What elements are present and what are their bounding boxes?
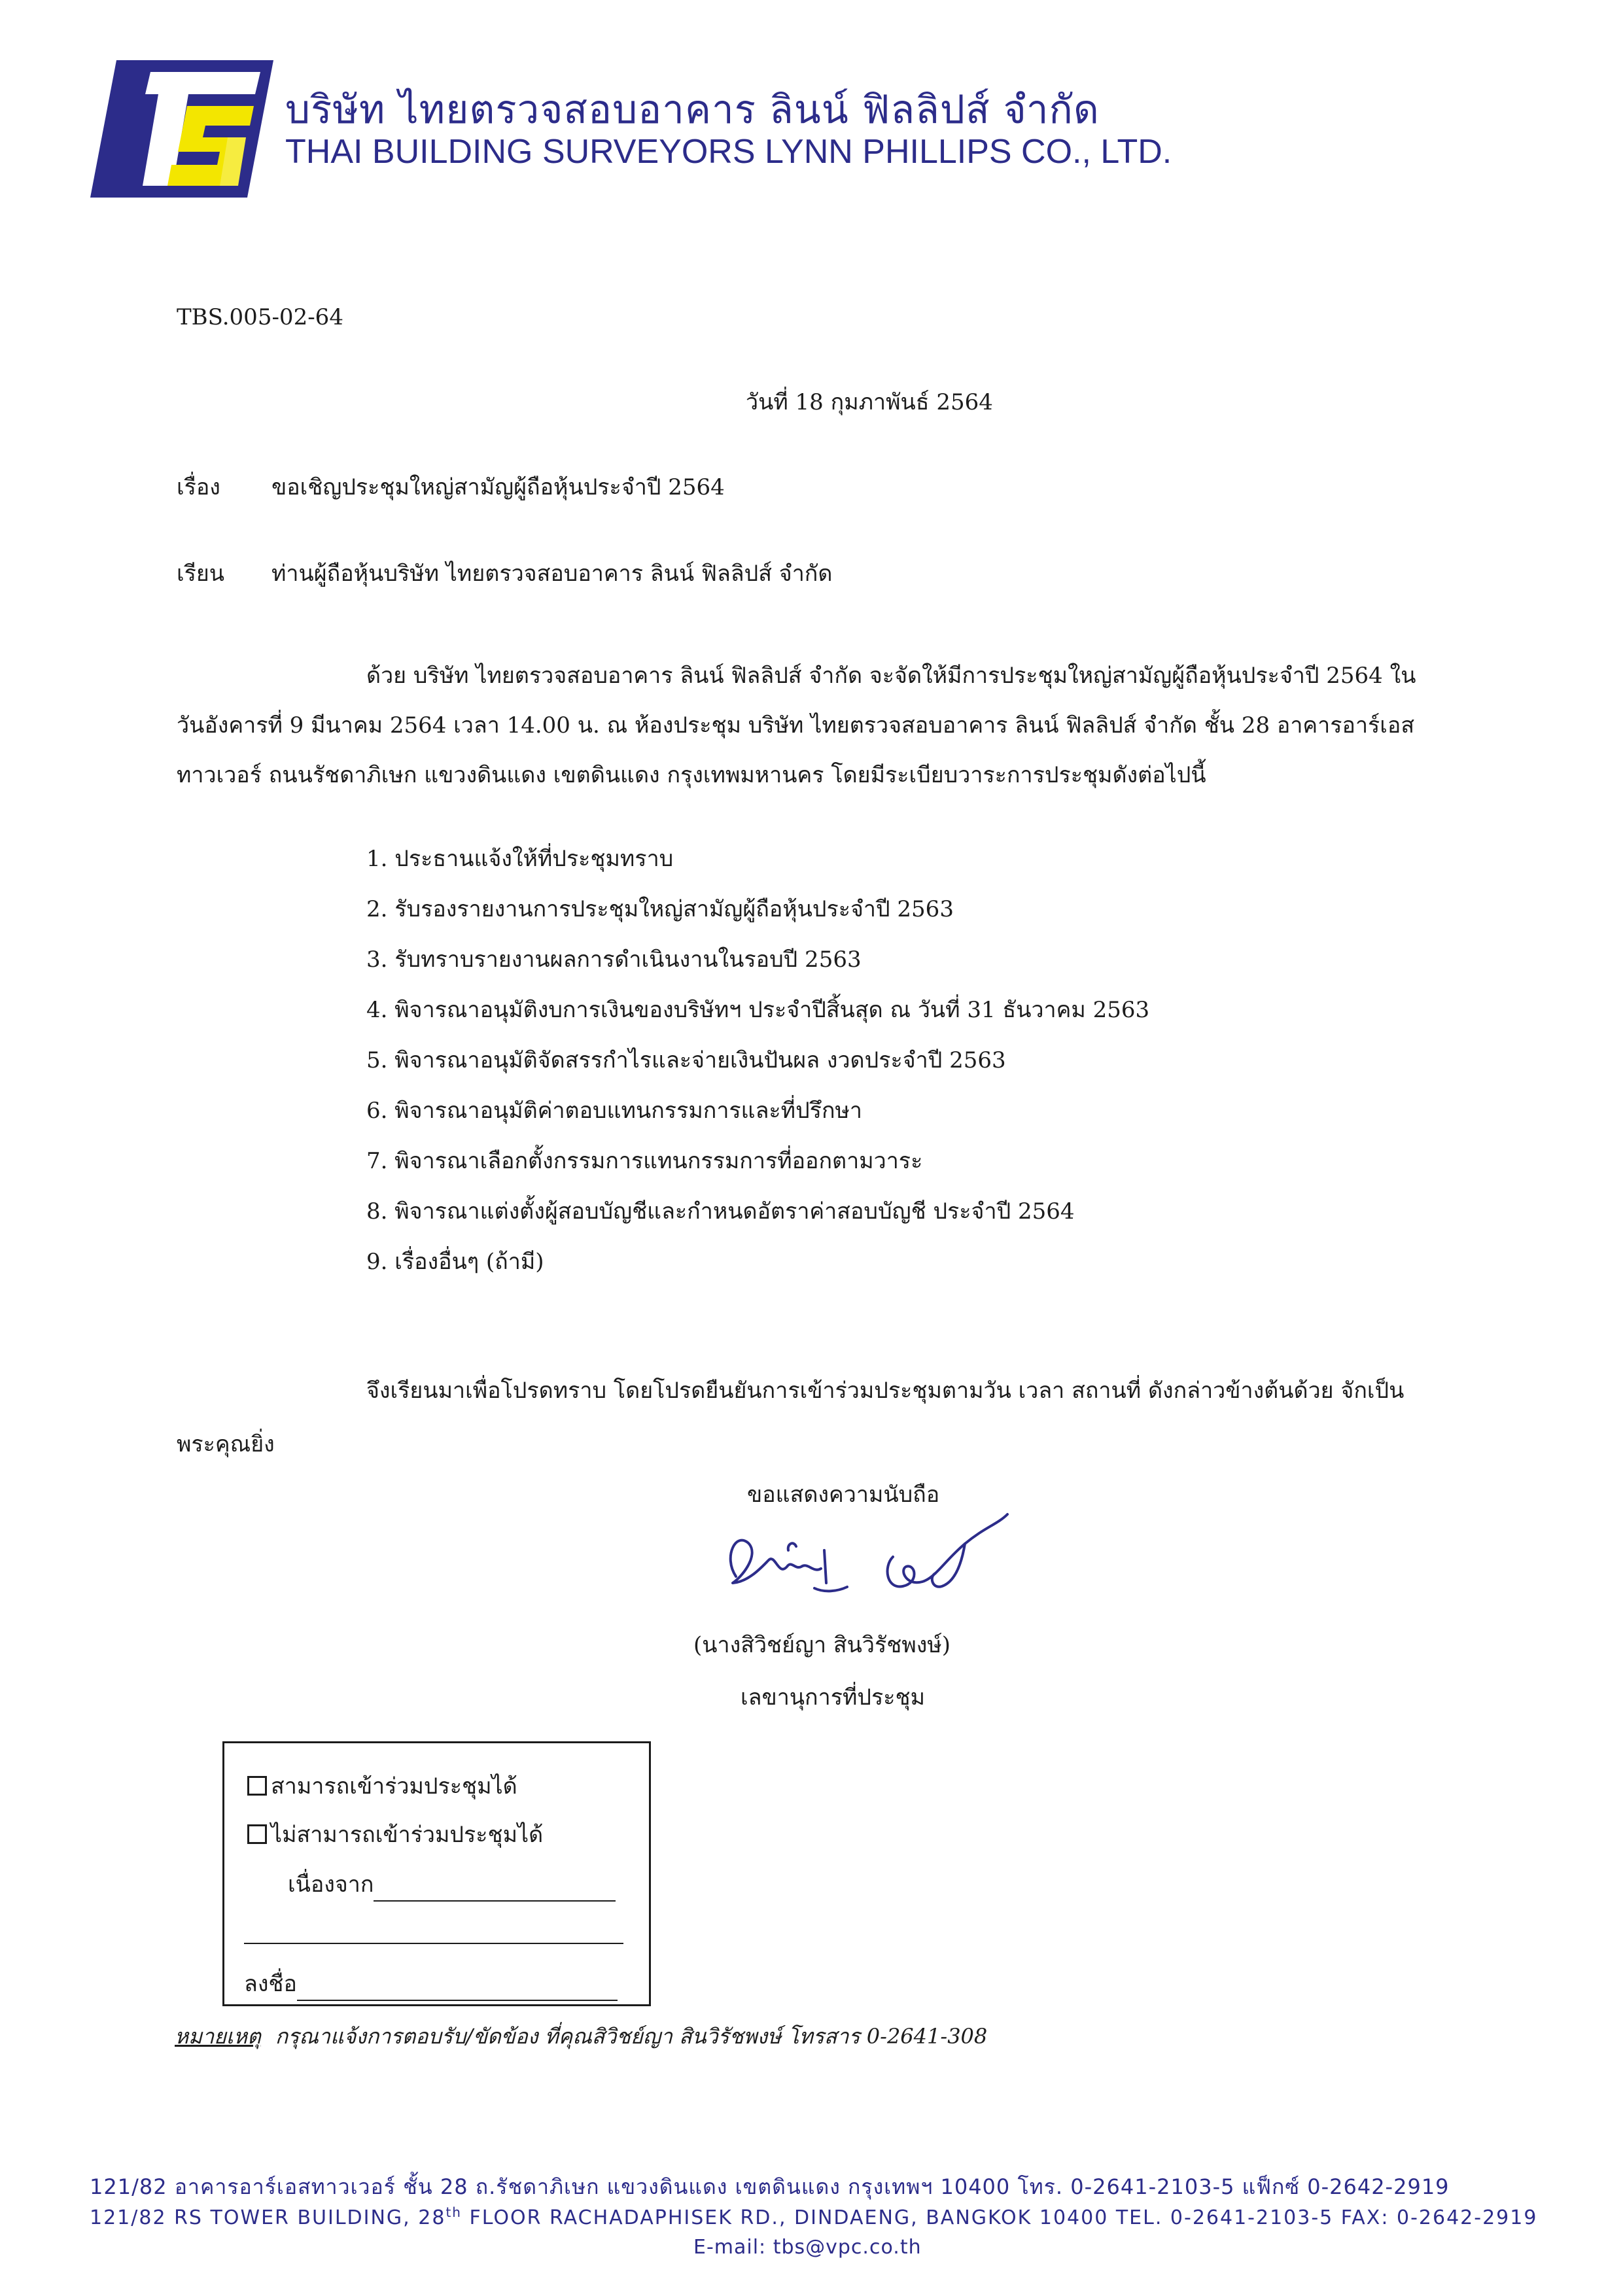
absent-checkbox[interactable] — [247, 1824, 267, 1844]
signature-image — [710, 1505, 1024, 1616]
footer-address-english — [90, 2204, 1537, 2229]
body-paragraph — [177, 651, 1433, 800]
sign-field[interactable] — [297, 1977, 618, 2001]
attend-option[interactable] — [247, 1768, 517, 1803]
closing-paragraph — [177, 1364, 1452, 1471]
agenda-list — [366, 834, 1149, 1287]
agenda-item: 7. พิจารณาเลือกตั้งกรรมการแทนกรรมการที่ออกตามวาระ — [366, 1148, 923, 1174]
note-label: หมายเหตุ — [175, 2024, 261, 2049]
agenda-item: 2. รับรองรายงานการประชุมใหญ่สามัญผู้ถือหุ้นประจำปี 2563 — [366, 896, 954, 922]
reply-form — [222, 1741, 651, 2006]
agenda-item: 6. พิจารณาอนุมัติค่าตอบแทนกรรมการและที่ปรึกษา — [366, 1098, 863, 1124]
to-label: เรียน — [177, 561, 225, 587]
to-text: ท่านผู้ถือหุ้นบริษัท ไทยตรวจสอบอาคาร ลินน์ ฟิลลิปส์ จำกัด — [271, 561, 833, 587]
footer-address-thai: 121/82 อาคารอาร์เอสทาวเวอร์ ชั้น 28 ถ.รัชดาภิเษก แขวงดินแดง เขตดินแดง กรุงเทพฯ 10400 โทร. 0-2641-2103-5 แฟ็กซ์ 0-2642-2919 — [90, 2174, 1450, 2199]
footer-email[interactable]: E-mail: tbs@vpc.co.th — [693, 2236, 922, 2259]
reason-row — [288, 1866, 616, 1902]
agenda-item: 4. พิจารณาอนุมัติงบการเงินของบริษัทฯ ประจำปีสิ้นสุด ณ วันที่ 31 ธันวาคม 2563 — [366, 997, 1150, 1023]
reason-field[interactable] — [374, 1878, 616, 1902]
regards-text: ขอแสดงความนับถือ — [747, 1482, 940, 1508]
agenda-item: 8. พิจารณาแต่งตั้งผู้สอบบัญชีและกำหนดอัตราค่าสอบบัญชี ประจำปี 2564 — [366, 1198, 1075, 1225]
agenda-item: 5. พิจารณาอนุมัติจัดสรรกำไรและจ่ายเงินปันผล งวดประจำปี 2563 — [366, 1047, 1006, 1073]
company-name-thai: บริษัท ไทยตรวจสอบอาคาร ลินน์ ฟิลลิปส์ จำกัด — [285, 87, 1100, 133]
agenda-item: 3. รับทราบรายงานผลการดำเนินงานในรอบปี 2563 — [366, 947, 862, 973]
agenda-item: 1. ประธานแจ้งให้ที่ประชุมทราบ — [366, 846, 674, 872]
footer-floor-suffix: th — [445, 2204, 462, 2220]
attend-checkbox[interactable] — [247, 1776, 267, 1796]
note-text: กรุณาแจ้งการตอบรับ/ขัดข้อง ที่คุณสิวิชย์ญา สินวิรัชพงษ์ โทรสาร 0-2641-308 — [275, 2024, 988, 2049]
signer-name: (นางสิวิชย์ญา สินวิรัชพงษ์) — [693, 1632, 951, 1658]
signer-title: เลขานุการที่ประชุม — [741, 1684, 925, 1711]
reason-field-line-2[interactable] — [244, 1943, 623, 1944]
closing-text: จึงเรียนมาเพื่อโปรดทราบ โดยโปรดยืนยันการเข้าร่วมประชุมตามวัน เวลา สถานที่ ดังกล่าวข้างต้นด้วย จักเป็นพระคุณยิ่ง — [177, 1378, 1405, 1457]
letter-date: วันที่ 18 กุมภาพันธ์ 2564 — [746, 389, 993, 415]
sign-label: ลงชื่อ — [244, 1971, 297, 1997]
footer-address-english-part1: 121/82 RS TOWER BUILDING, 28 — [90, 2206, 446, 2229]
attend-option-label: สามารถเข้าร่วมประชุมได้ — [271, 1773, 517, 1800]
absent-option[interactable] — [247, 1817, 543, 1852]
note — [175, 2020, 987, 2053]
reason-label: เนื่องจาก — [288, 1871, 374, 1898]
agenda-item: 9. เรื่องอื่นๆ (ถ้ามี) — [366, 1249, 544, 1275]
footer-address-english-part2: FLOOR RACHADAPHISEK RD., DINDAENG, BANGKOK 10400 TEL. 0-2641-2103-5 FAX: 0-2642-2919 — [461, 2206, 1538, 2229]
company-logo — [90, 60, 273, 198]
subject-text: ขอเชิญประชุมใหญ่สามัญผู้ถือหุ้นประจำปี 2564 — [271, 474, 725, 500]
subject-label: เรื่อง — [177, 474, 220, 500]
company-name-english: THAI BUILDING SURVEYORS LYNN PHILLIPS CO., LTD. — [285, 133, 1172, 171]
reference-number: TBS.005-02-64 — [177, 304, 343, 330]
absent-option-label: ไม่สามารถเข้าร่วมประชุมได้ — [271, 1822, 544, 1848]
sign-row — [244, 1966, 618, 2001]
body-text: ด้วย บริษัท ไทยตรวจสอบอาคาร ลินน์ ฟิลลิปส์ จำกัด จะจัดให้มีการประชุมใหญ่สามัญผู้ถือหุ้นประจำปี 2564 ในวันอังคารที่ 9 มีนาคม 2564 เวลา 14.00 น. ณ ห้องประชุม บริษัท ไทยตรวจสอบอาคาร ลินน์ ฟิลลิปส์ จำกัด ชั้น 28 อาคารอาร์เอส ทาวเวอร์ ถนนรัชดาภิเษก แขวงดินแดง เขตดินแดง กรุงเทพมหานคร โดยมีระเบียบวาระการประชุมดังต่อไปนี้ — [177, 663, 1416, 788]
